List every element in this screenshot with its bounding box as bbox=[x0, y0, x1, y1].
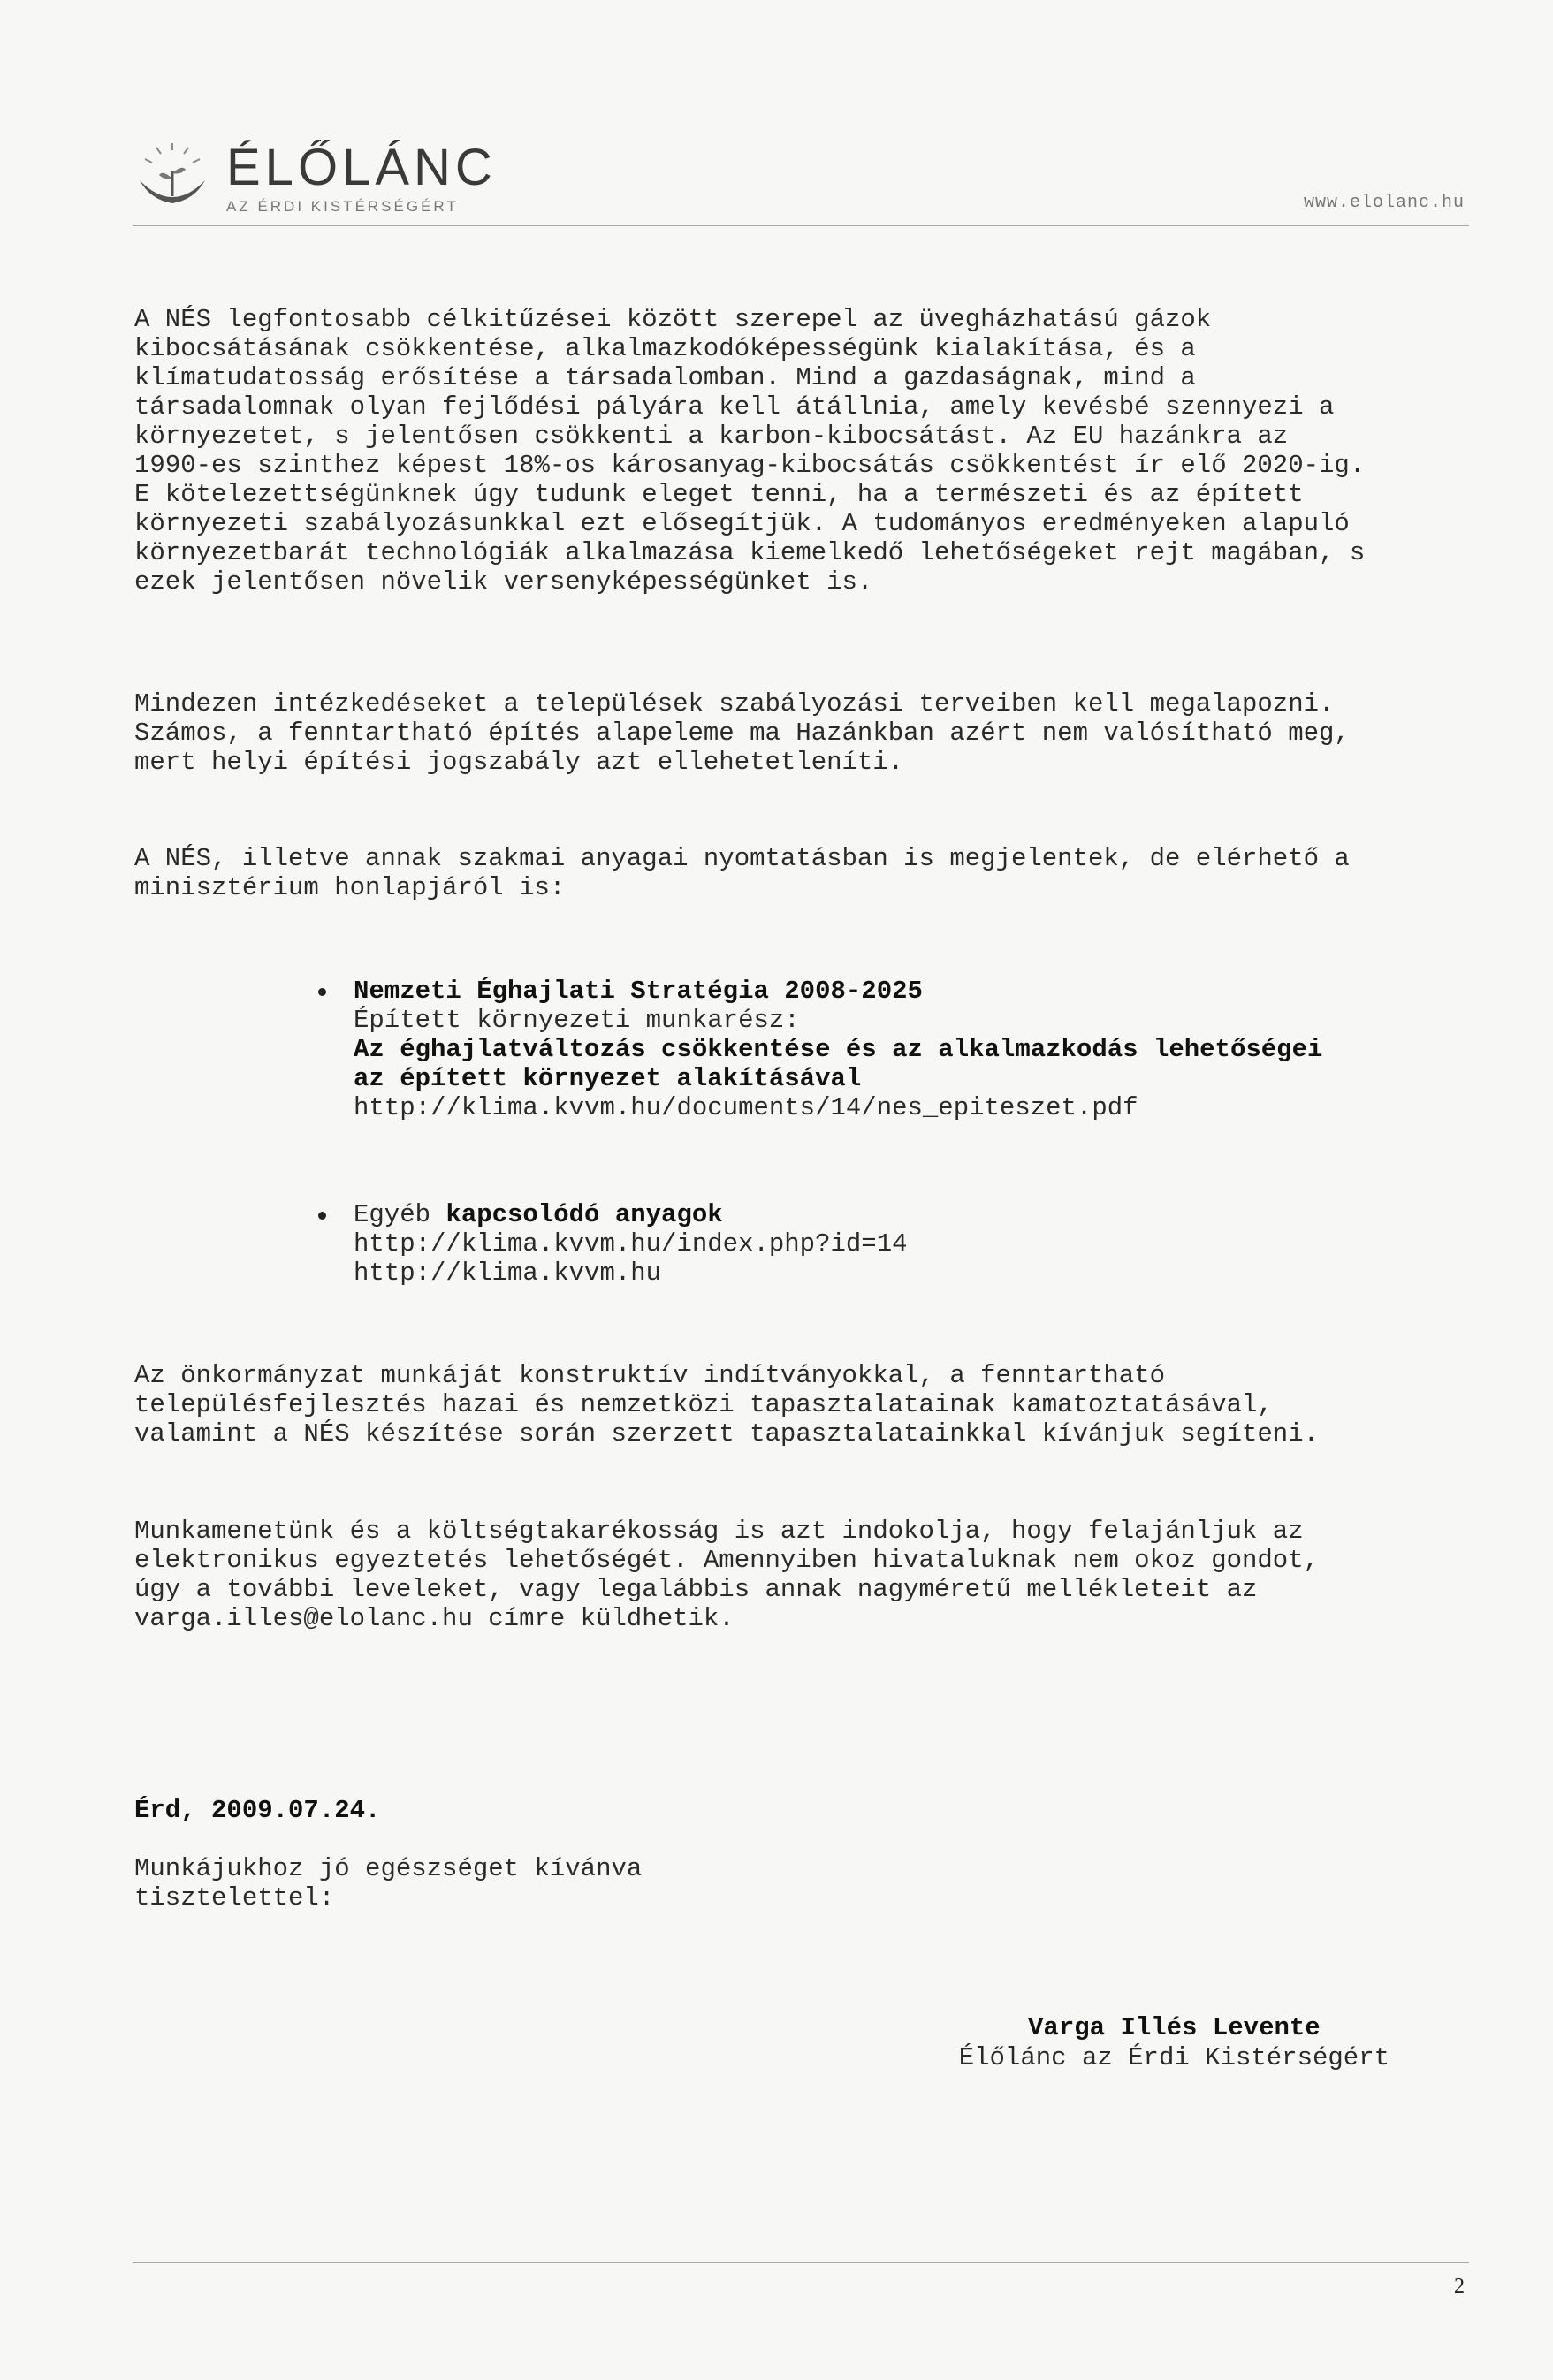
strategy-heading-line2: az épített környezet alakításával bbox=[354, 1064, 862, 1093]
website-url[interactable]: www.elolanc.hu bbox=[1303, 193, 1465, 213]
footer-divider bbox=[133, 2262, 1469, 2263]
brand-name: ÉLŐLÁNC bbox=[226, 139, 497, 196]
closing-text: Munkájukhoz jó egészséget kívánva tisztelettel: bbox=[134, 1854, 643, 1912]
bullet-icon bbox=[318, 1212, 326, 1220]
strategy-subtitle: Épített környezeti munkarész: bbox=[354, 1006, 800, 1035]
related-link-2[interactable]: http://klima.kvvm.hu bbox=[354, 1258, 662, 1288]
strategy-heading-line1: Az éghajlatváltozás csökkentése és az alkalmazkodás lehetőségei bbox=[354, 1035, 1323, 1064]
brand-block bbox=[226, 141, 497, 216]
signatory-organization: Élőlánc az Érdi Kistérségért bbox=[958, 2043, 1389, 2072]
header-divider bbox=[133, 225, 1469, 226]
strategy-link[interactable]: http://klima.kvvm.hu/documents/14/nes_epiteszet.pdf bbox=[354, 1093, 1138, 1122]
list-item-strategy bbox=[354, 977, 1503, 1122]
elolanc-logo-icon bbox=[133, 141, 212, 212]
bullet-icon bbox=[318, 988, 326, 996]
paragraph-regulation: Mindezen intézkedéseket a települések szabályozási terveiben kell megalapozni. Számos, a fenntartható építés alapeleme ma Hazánkban azért nem valósítható meg, mert helyi építési jogszabály azt ellehetetleníti. bbox=[134, 689, 1350, 777]
page-number: 2 bbox=[1454, 2275, 1465, 2298]
related-title: kapcsolódó anyagok bbox=[445, 1200, 723, 1229]
signature-block bbox=[959, 2013, 1389, 2073]
letter-date: Érd, 2009.07.24. bbox=[134, 1796, 381, 1825]
list-item-related bbox=[354, 1200, 1503, 1288]
paragraph-electronic: Munkamenetünk és a költségtakarékosság is azt indokolja, hogy felajánljuk az elektronikus egyeztetés lehetőségét. Amennyiben hivataluknak nem okoz gondot, úgy a további leveleket, vagy legalábbis annak nagyméretű mellékleteit az varga.illes@elolanc.hu címre küldhetik. bbox=[134, 1517, 1320, 1633]
paragraph-cooperation: Az önkormányzat munkáját konstruktív indítványokkal, a fenntartható településfejlesztés hazai és nemzetközi tapasztalatainak kamatoztatásával, valamint a NÉS készítése során szerzett tapasztalatainkkal kívánjuk segíteni. bbox=[134, 1361, 1320, 1449]
paragraph-goals: A NÉS legfontosabb célkitűzései között szerepel az üvegházhatású gázok kibocsátásának csökkentése, alkalmazkodóképességünk kialakítása, és a klímatudatosság erősítése a társadalomban. Mind a gazdaságnak, mind a társadalomnak olyan fejlődési pályára kell átállnia, amely kevésbé szennyezi a környezetet, s jelentősen csökkenti a karbon-kibocsátást. Az EU hazánkra az 1990-es szinthez képest 18%-os károsanyag-kibocsátás csökkentést ír elő 2020-ig. E kötelezettségünknek úgy tudunk eleget tenni, ha a természeti és az épített környezeti szabályozásunkkal ezt elősegítjük. A tudományos eredményeken alapuló környezetbarát technológiák alkalmazása kiemelkedő lehetőségeket rejt magában, s ezek jelentősen növelik versenyképességünket is. bbox=[134, 305, 1366, 597]
related-link-1[interactable]: http://klima.kvvm.hu/index.php?id=14 bbox=[354, 1229, 908, 1258]
signatory-name: Varga Illés Levente bbox=[1028, 2013, 1321, 2042]
brand-subtitle: AZ ÉRDI KISTÉRSÉGÉRT bbox=[226, 198, 459, 215]
strategy-title: Nemzeti Éghajlati Stratégia 2008-2025 bbox=[354, 977, 923, 1006]
paragraph-availability: A NÉS, illetve annak szakmai anyagai nyomtatásban is megjelentek, de elérhető a minisztérium honlapjáról is: bbox=[134, 844, 1350, 902]
related-prefix: Egyéb bbox=[354, 1200, 446, 1229]
